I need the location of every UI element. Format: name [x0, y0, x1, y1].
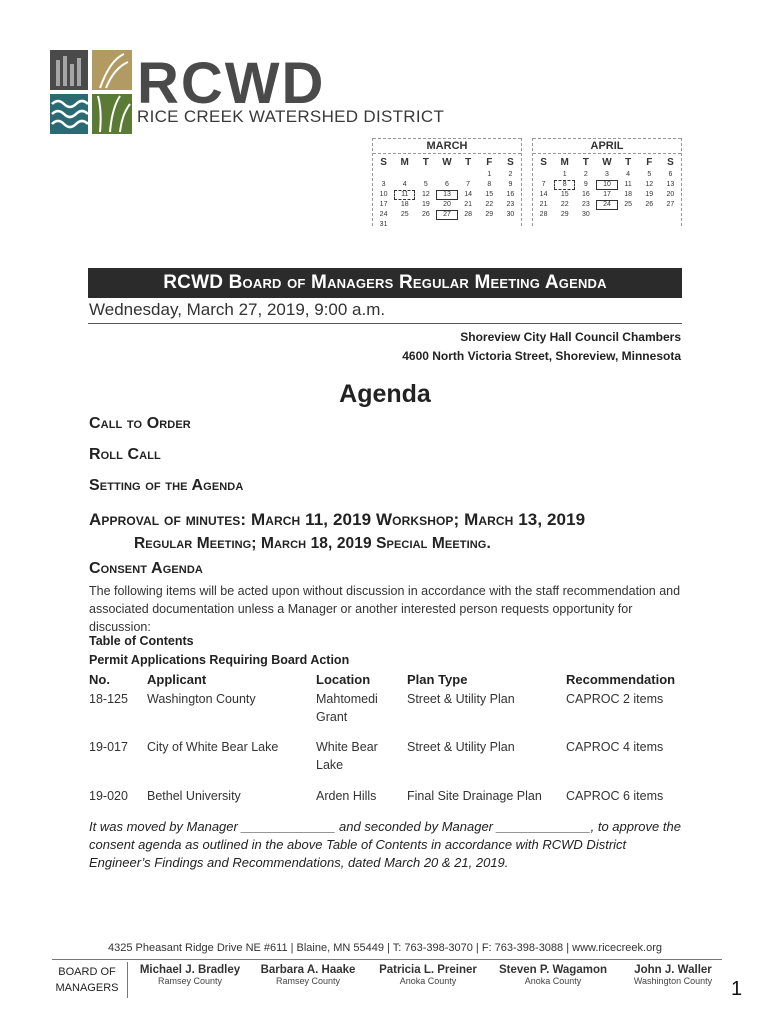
rcwd-logo-icon — [50, 50, 132, 134]
permit-label: Permit Applications Requiring Board Action — [89, 653, 350, 667]
calendar-day: 17 — [379, 201, 388, 208]
table-header-recommendation: Recommendation — [566, 672, 676, 687]
calendar-weekday: W — [442, 157, 452, 168]
calendar-day: 2 — [508, 171, 513, 178]
footer-address: 4325 Pheasant Ridge Drive NE #611 | Blaine, MN 55449 | T: 763-398-3070 | F: 763-398-3088 | www.ricecreek.org — [107, 942, 662, 954]
calendar-day: 21 — [539, 201, 548, 208]
calendar-day: 3 — [381, 181, 386, 188]
calendar-day: 10 — [596, 180, 617, 190]
board-label-line2: MANAGERS — [55, 982, 119, 994]
cell-recommendation: CAPROC 4 items — [566, 740, 664, 754]
consent-description: The following items will be acted upon without discussion in accordance with the staff recommendation and associated documentation unless a Manager or another interested person requests opportunity for discussion: — [89, 584, 681, 634]
calendar-day: 6 — [445, 181, 449, 188]
calendar-day: 5 — [423, 181, 428, 188]
manager-entry — [490, 964, 616, 986]
calendar-day: 13 — [436, 190, 457, 200]
calendar-day: 31 — [379, 221, 388, 228]
calendar-day: 25 — [400, 211, 409, 218]
calendar-day: 22 — [560, 201, 569, 208]
cell-location: Arden Hills — [316, 789, 377, 803]
calendar-day: 26 — [421, 211, 430, 218]
manager-name: Barbara A. Haake — [260, 964, 356, 976]
calendar-weekdays — [533, 156, 681, 170]
calendar-weekday: M — [560, 157, 569, 168]
cell-no: 19-020 — [89, 789, 128, 803]
table-header-plan-type: Plan Type — [407, 672, 468, 687]
calendar-day: 24 — [596, 200, 617, 210]
calendar-day: 20 — [443, 201, 451, 208]
calendar-april — [532, 138, 682, 226]
venue-address: 4600 North Victoria Street, Shoreview, Minnesota — [402, 349, 681, 363]
calendar-day: 15 — [560, 191, 569, 198]
calendar-empty-cell — [458, 170, 479, 180]
calendar-day: 20 — [666, 191, 675, 198]
cell-no: 19-017 — [89, 740, 128, 754]
cell-applicant: Bethel University — [147, 789, 241, 803]
footer-vertical-divider — [127, 962, 128, 998]
item-approval-minutes: Approval of minutes: March 11, 2019 Workshop; March 13, 2019 — [89, 510, 586, 529]
manager-county: Anoka County — [524, 976, 582, 986]
calendar-day: 16 — [506, 191, 515, 198]
calendar-empty-cell — [436, 170, 457, 180]
calendar-days — [373, 170, 521, 230]
calendar-empty-cell — [394, 170, 415, 180]
item-roll-call: Roll Call — [89, 446, 161, 463]
calendar-day: 27 — [666, 201, 675, 208]
venue-name: Shoreview City Hall Council Chambers — [460, 330, 681, 344]
cell-plan-type: Final Site Drainage Plan — [407, 789, 542, 803]
manager-county: Anoka County — [399, 976, 457, 986]
calendar-weekday: T — [465, 157, 472, 168]
calendar-day: 30 — [506, 211, 515, 218]
cell-plan-type: Street & Utility Plan — [407, 740, 515, 754]
calendar-day: 4 — [402, 181, 407, 188]
manager-entry — [368, 964, 488, 986]
agenda-title-bar — [88, 268, 682, 298]
calendar-day: 11 — [394, 190, 415, 200]
calendar-day: 14 — [464, 191, 473, 198]
calendar-weekday: T — [582, 157, 589, 168]
manager-entry — [620, 964, 726, 986]
item-setting-agenda: Setting of the Agenda — [89, 477, 244, 494]
calendar-day: 21 — [464, 201, 473, 208]
manager-name: Michael J. Bradley — [139, 964, 241, 976]
cell-recommendation: CAPROC 6 items — [566, 789, 664, 803]
manager-entry — [131, 964, 249, 986]
calendar-day: 10 — [379, 191, 388, 198]
cell-plan-type: Street & Utility Plan — [407, 692, 515, 706]
calendar-day: 13 — [666, 181, 675, 188]
cell-location: Mahtomedi Grant — [316, 692, 378, 724]
table-header-no: No. — [89, 672, 110, 687]
manager-county: Washington County — [633, 976, 713, 986]
calendar-days — [533, 170, 681, 220]
cell-no: 18-125 — [89, 692, 128, 706]
motion-text: It was moved by Manager _____________ and seconded by Manager _____________, to approve the consent agenda as outlined in the above Table of Contents in accordance with RCWD District Engineer’s Findings and Recommendations, dated March 20 & 21, 2019. — [89, 819, 681, 870]
calendar-weekday: M — [400, 157, 409, 168]
calendar-day: 23 — [581, 201, 590, 208]
item-consent-agenda: Consent Agenda — [89, 560, 203, 577]
footer-divider — [52, 959, 722, 960]
calendar-day: 29 — [485, 211, 494, 218]
calendar-day: 22 — [485, 201, 494, 208]
manager-name: Patricia L. Preiner — [379, 964, 477, 976]
divider — [88, 323, 682, 324]
calendar-weekday: T — [422, 157, 429, 168]
calendar-month-title: APRIL — [533, 138, 681, 154]
calendar-day: 5 — [647, 171, 652, 178]
calendar-day: 3 — [605, 171, 609, 178]
page-title: RCWD Board of Managers Regular Meeting Agenda — [163, 272, 607, 293]
toc-label: Table of Contents — [89, 634, 194, 648]
calendar-day: 12 — [645, 181, 654, 188]
calendar-day: 29 — [560, 211, 569, 218]
calendar-day: 6 — [668, 171, 673, 178]
agenda-heading: Agenda — [339, 380, 431, 408]
logo-subtitle: RICE CREEK WATERSHED DISTRICT — [137, 107, 445, 126]
board-label-line1: BOARD OF — [58, 966, 116, 978]
calendar-weekdays — [373, 156, 521, 170]
calendar-weekday: F — [646, 157, 653, 168]
calendar-day: 25 — [624, 201, 633, 208]
calendar-day: 16 — [581, 191, 590, 198]
calendar-day: 18 — [400, 201, 409, 208]
cell-location: White Bear Lake — [316, 740, 378, 772]
table-header-location: Location — [316, 672, 371, 687]
calendar-day: 26 — [645, 201, 654, 208]
calendar-day: 9 — [583, 181, 588, 188]
calendar-day: 4 — [626, 171, 631, 178]
calendar-day: 7 — [541, 181, 546, 188]
calendar-empty-cell — [373, 170, 394, 180]
meeting-date: Wednesday, March 27, 2019, 9:00 a.m. — [89, 300, 386, 319]
calendar-weekday: F — [486, 157, 493, 168]
cell-applicant: City of White Bear Lake — [147, 740, 279, 754]
calendar-day: 24 — [379, 211, 388, 218]
calendar-day: 17 — [603, 191, 611, 198]
calendar-day: 18 — [624, 191, 633, 198]
calendar-weekday: S — [507, 157, 514, 168]
calendar-day: 8 — [554, 180, 575, 190]
calendar-day: 19 — [645, 191, 654, 198]
calendar-day: 28 — [539, 211, 548, 218]
cell-applicant: Washington County — [147, 692, 256, 706]
calendar-day: 1 — [487, 171, 492, 178]
calendar-day: 28 — [464, 211, 473, 218]
calendar-month-title: MARCH — [373, 138, 521, 154]
calendar-day: 2 — [583, 171, 588, 178]
page-number: 1 — [731, 978, 743, 1000]
calendar-day: 7 — [466, 181, 471, 188]
calendar-day: 12 — [421, 191, 430, 198]
manager-entry — [249, 964, 367, 986]
manager-county: Ramsey County — [275, 976, 341, 986]
calendar-weekday: S — [667, 157, 674, 168]
calendar-empty-cell — [415, 170, 436, 180]
calendar-weekday: S — [380, 157, 387, 168]
manager-name: Steven P. Wagamon — [498, 964, 607, 976]
calendar-day: 27 — [436, 210, 457, 220]
manager-county: Ramsey County — [157, 976, 223, 986]
calendar-day: 8 — [487, 181, 492, 188]
table-header-applicant: Applicant — [147, 672, 207, 687]
board-of-managers-label — [52, 964, 122, 996]
cell-recommendation: CAPROC 2 items — [566, 692, 664, 706]
calendar-day: 23 — [506, 201, 515, 208]
item-approval-minutes-cont: Regular Meeting; March 18, 2019 Special Meeting. — [134, 535, 491, 552]
calendar-empty-cell — [533, 170, 554, 180]
calendar-day: 30 — [581, 211, 590, 218]
calendar-weekday: W — [602, 157, 612, 168]
calendar-march — [372, 138, 522, 226]
calendar-day: 19 — [421, 201, 430, 208]
calendar-day: 11 — [624, 181, 632, 188]
calendar-day: 14 — [539, 191, 548, 198]
calendar-weekday: S — [540, 157, 547, 168]
calendar-weekday: T — [625, 157, 632, 168]
item-call-to-order: Call to Order — [89, 415, 191, 432]
manager-name: John J. Waller — [634, 964, 712, 976]
calendar-day: 15 — [485, 191, 494, 198]
calendar-day: 1 — [562, 171, 567, 178]
logo-wordmark: RCWD — [137, 51, 326, 116]
calendar-day: 9 — [508, 181, 513, 188]
